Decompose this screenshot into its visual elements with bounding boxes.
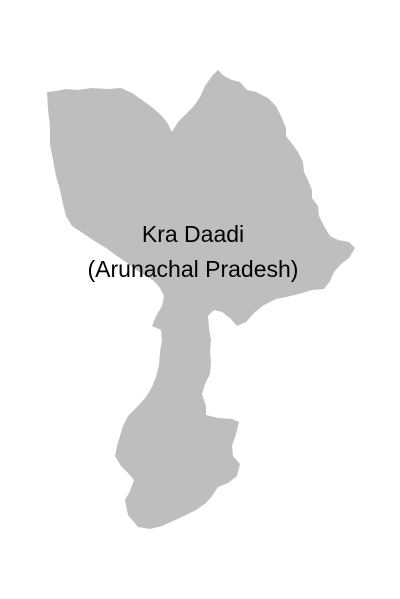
district-name-label: Kra Daadi xyxy=(141,221,245,247)
state-name-label: (Arunachal Pradesh) xyxy=(87,256,299,282)
district-boundary xyxy=(47,70,355,529)
